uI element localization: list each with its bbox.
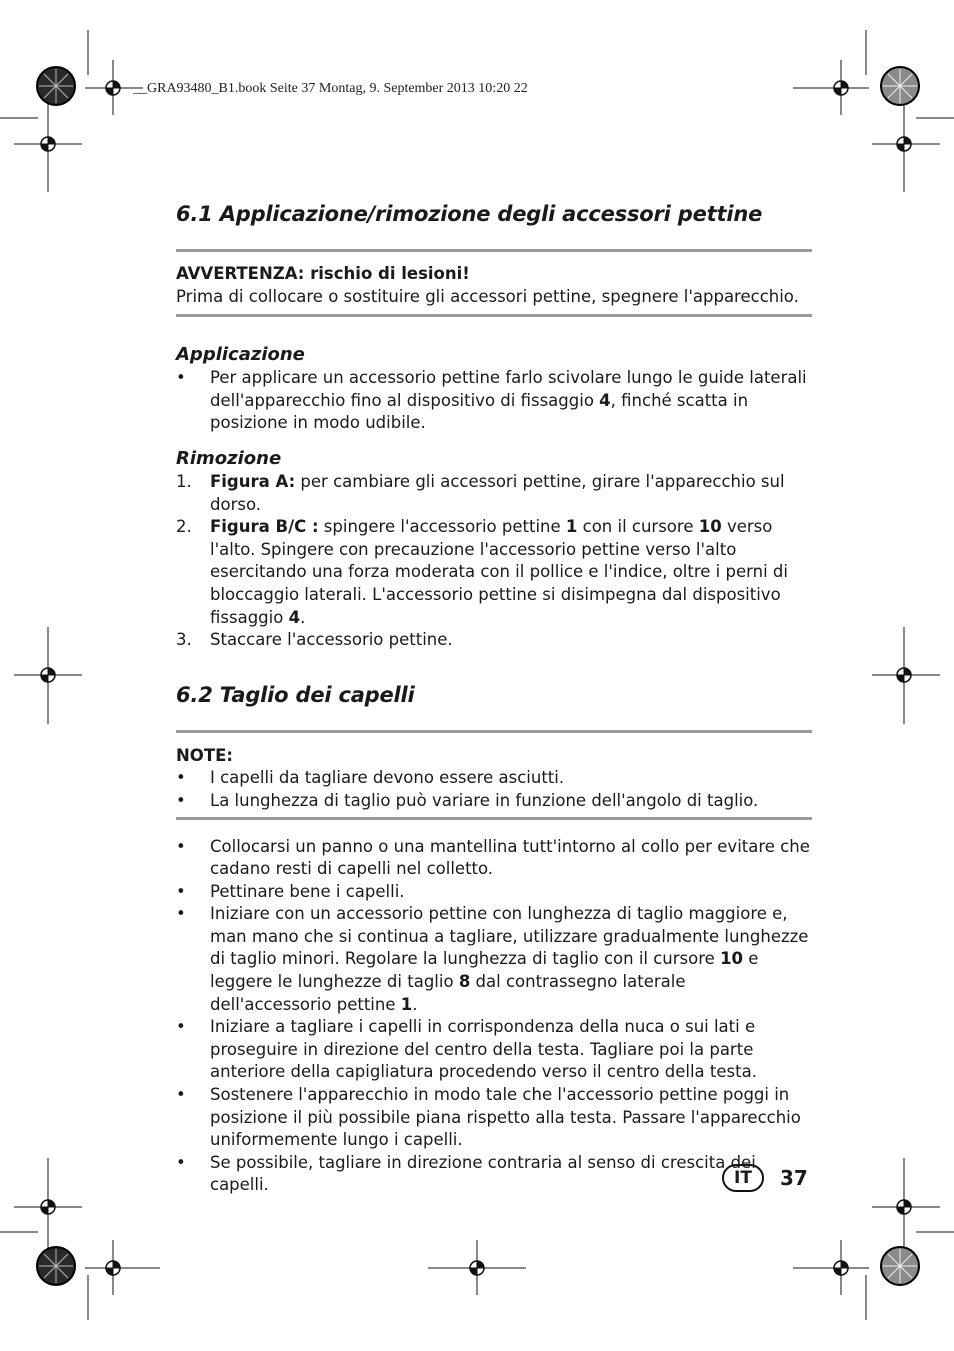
list-item-text: Iniziare a tagliare i capelli in corrispondenza della nuca o sui lati e proseguire in direzione del centro della testa. Tagliare poi la parte anteriore della capigliatura procedendo verso il centro della testa.	[210, 1017, 757, 1082]
numbered-step	[176, 471, 812, 516]
bullet: •	[176, 790, 186, 810]
list-item	[176, 767, 812, 790]
print-header: __GRA93480_B1.book Seite 37 Montag, 9. September 2013 10:20 22	[133, 81, 528, 96]
list-item	[176, 881, 812, 904]
language-badge: IT	[722, 1164, 764, 1192]
bullet: •	[176, 1085, 186, 1105]
list-item-text: Collocarsi un panno o una mantellina tutt'intorno al collo per evitare che cadano resti di capelli nel colletto.	[210, 836, 810, 879]
step-text: Figura B/C : spingere l'accessorio pettine 1 con il cursore 10 verso l'alto. Spingere con precauzione l'accessorio pettine verso l'alto esercitando una forza moderata con il pollice e l'indice, oltre i perni di bloccaggio laterali. L'accessorio pettine si disimpegna dal dispositivo fissaggio 4.	[210, 517, 788, 627]
list-item-text: Per applicare un accessorio pettine farlo scivolare lungo le guide laterali dell'apparecchio fino al dispositivo di fissaggio 4, finché scatta in posizione in modo udibile.	[210, 368, 807, 433]
warning-label: AVVERTENZA: rischio di lesioni!	[176, 264, 470, 283]
list-item-text: Se possibile, tagliare in direzione contraria al senso di crescita dei capelli.	[210, 1152, 756, 1195]
bullet: •	[176, 768, 186, 788]
list-item	[176, 903, 812, 1016]
page-content	[176, 199, 812, 1197]
bullet: •	[176, 904, 186, 924]
list-item-text: Pettinare bene i capelli.	[210, 881, 405, 901]
list-item-text: Iniziare con un accessorio pettine con lunghezza di taglio maggiore e, man mano che si continua a tagliare, utilizzare gradualmente lunghezze di taglio minori. Regolare la lunghezza di taglio con il cursore 10 e leggere le lunghezze di taglio 8 dal contrassegno laterale dell'accessorio pettine 1.	[210, 904, 809, 1014]
page-footer	[722, 1163, 808, 1193]
list-item	[176, 367, 812, 435]
list-item	[176, 1084, 812, 1152]
list-item-text: La lunghezza di taglio può variare in funzione dell'angolo di taglio.	[210, 790, 759, 810]
numbered-step	[176, 516, 812, 629]
list-item-text: Sostenere l'apparecchio in modo tale che l'accessorio pettine poggi in posizione il più possibile piana rispetto alla testa. Passare l'apparecchio uniformemente lungo i capelli.	[210, 1085, 801, 1150]
numbered-step	[176, 629, 812, 652]
list-item	[176, 790, 812, 813]
bullet: •	[176, 1152, 186, 1172]
step-text: Staccare l'accessorio pettine.	[210, 630, 453, 650]
step-number: 2.	[176, 517, 192, 537]
bullet: •	[176, 881, 186, 901]
section-6-2-title: 6.2 Taglio dei capelli	[176, 682, 415, 707]
rimozione-heading: Rimozione	[176, 447, 282, 469]
page-number: 37	[780, 1166, 808, 1190]
step-text: Figura A: per cambiare gli accessori pettine, girare l'apparecchio sul dorso.	[210, 471, 785, 514]
step-number: 3.	[176, 630, 192, 650]
list-item	[176, 1152, 812, 1197]
cutting-instructions	[176, 836, 812, 1198]
warning-text: Prima di collocare o sostituire gli accessori pettine, spegnere l'apparecchio.	[176, 286, 799, 306]
bullet: •	[176, 836, 186, 856]
note-box	[176, 730, 812, 820]
section-6-1-title: 6.1 Applicazione/rimozione degli accessori pettine	[176, 202, 763, 226]
step-number: 1.	[176, 471, 192, 491]
applicazione-heading: Applicazione	[176, 344, 305, 366]
note-label: NOTE:	[176, 745, 233, 765]
bullet: •	[176, 1017, 186, 1037]
list-item-text: I capelli da tagliare devono essere asciutti.	[210, 768, 565, 788]
bullet: •	[176, 368, 186, 388]
list-item	[176, 1016, 812, 1084]
list-item	[176, 836, 812, 881]
warning-box	[176, 249, 812, 317]
